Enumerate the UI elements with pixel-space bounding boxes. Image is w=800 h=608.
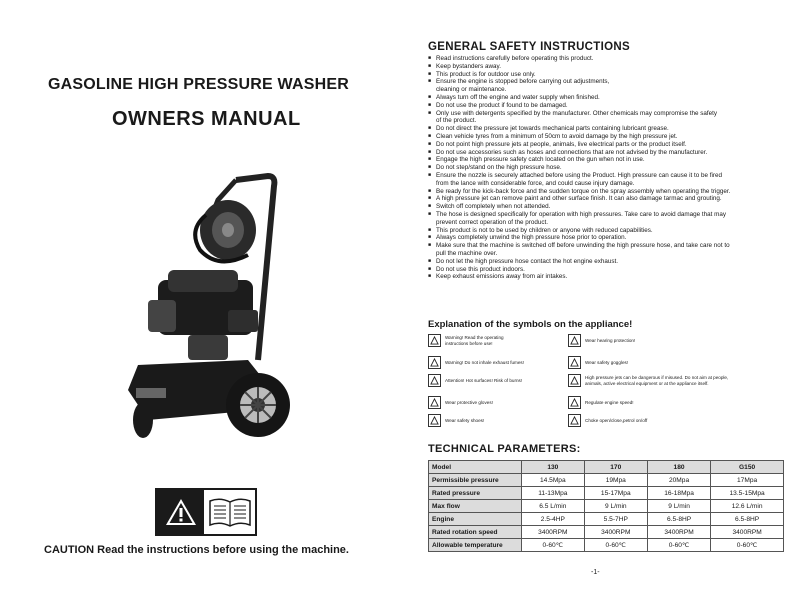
- goggles-icon: [568, 356, 581, 369]
- choke-icon: [568, 414, 581, 427]
- safety-item: ■ Switch off completely when not attended.: [428, 203, 788, 211]
- table-cell: 12.6 L/min: [711, 500, 784, 513]
- table-header-cell: 130: [522, 461, 585, 474]
- symbol-label: Wear safety shoes!: [445, 417, 485, 423]
- table-cell: 6.5 L/min: [522, 500, 585, 513]
- ear-protection-icon: [568, 334, 581, 347]
- table-cell: 3400RPM: [522, 526, 585, 539]
- table-row-label: Engine: [429, 513, 522, 526]
- warning-book-icon: [428, 334, 441, 347]
- tech-params-title: TECHNICAL PARAMETERS:: [428, 443, 581, 455]
- symbol-item: [568, 334, 788, 347]
- safety-item: ■ This product is not to be used by children or anyone with reduced capabilities.: [428, 227, 788, 235]
- table-cell: 6.5-8HP: [647, 513, 710, 526]
- table-cell: 3400RPM: [584, 526, 647, 539]
- symbol-item: [428, 374, 564, 387]
- caution-symbol: [155, 488, 257, 536]
- symbol-item: [568, 374, 788, 387]
- pressure-washer-image: [118, 170, 298, 450]
- table-cell: 9 L/min: [584, 500, 647, 513]
- table-cell: 15-17Mpa: [584, 487, 647, 500]
- safety-shoes-icon: [428, 414, 441, 427]
- table-row: [429, 487, 784, 500]
- symbol-label: Warning! Read the operating instructions before use!: [445, 334, 504, 346]
- table-header-row: [429, 461, 784, 474]
- table-row-label: Allowable temperature: [429, 539, 522, 552]
- safety-item: ■ Make sure that the machine is switched off before unwinding the high pressure hose, and take care not to pull the machine over.: [428, 242, 788, 258]
- gloves-icon: [428, 396, 441, 409]
- safety-item: ■ Do not step/stand on the high pressure hose.: [428, 164, 788, 172]
- safety-item: ■ Ensure the engine is stopped before carrying out adjustments, cleaning or maintenance.: [428, 78, 788, 94]
- symbol-label: Attention! Hot surfaces! Risk of burns!: [445, 377, 523, 383]
- fumes-warning-icon: [428, 356, 441, 369]
- safety-item: ■ The hose is designed specifically for operation with high pressures. Take care to avoid damage that may prevent correct operation of the product.: [428, 211, 788, 227]
- symbol-item: [428, 396, 564, 409]
- safety-item: ■ Do not use the product if found to be damaged.: [428, 102, 788, 110]
- table-cell: 20Mpa: [647, 474, 710, 487]
- table-header-cell: Model: [429, 461, 522, 474]
- table-row-label: Max flow: [429, 500, 522, 513]
- warning-triangle-icon: [157, 490, 204, 534]
- symbols-title: Explanation of the symbols on the appliance!: [428, 319, 633, 330]
- safety-instructions-list: [428, 55, 788, 281]
- symbol-label: Warning! Do not inhale exhaust fumes!: [445, 359, 524, 365]
- symbol-label: Wear hearing protection!: [585, 337, 636, 343]
- table-header-cell: 180: [647, 461, 710, 474]
- symbol-item: [428, 356, 564, 369]
- symbol-item: [568, 396, 788, 409]
- table-header-cell: 170: [584, 461, 647, 474]
- safety-item: ■ Always completely unwind the high pressure hose prior to operation.: [428, 234, 788, 242]
- safety-item: ■ A high pressure jet can remove paint and other surface finish. It can also damage tarmac and grouting.: [428, 195, 788, 203]
- table-cell: 13.5-15Mpa: [711, 487, 784, 500]
- table-cell: 5.5-7HP: [584, 513, 647, 526]
- safety-item: ■ Do not point high pressure jets at people, animals, live electrical parts or the product itself.: [428, 141, 788, 149]
- safety-item: ■ Keep exhaust emissions away from air intakes.: [428, 273, 788, 281]
- table-cell: 19Mpa: [584, 474, 647, 487]
- table-cell: 0-60℃: [647, 539, 710, 552]
- symbol-label: Regulate engine speed!: [585, 399, 634, 405]
- symbol-item: [428, 414, 564, 427]
- table-cell: 3400RPM: [647, 526, 710, 539]
- table-row: [429, 539, 784, 552]
- safety-item: ■ Read instructions carefully before operating this product.: [428, 55, 788, 63]
- table-cell: 9 L/min: [647, 500, 710, 513]
- table-cell: 6.5-8HP: [711, 513, 784, 526]
- symbol-label: Wear safety goggles!: [585, 359, 629, 365]
- table-row-label: Permissible pressure: [429, 474, 522, 487]
- symbol-label: Wear protective gloves!: [445, 399, 493, 405]
- safety-item: ■ Do not use this product indoors.: [428, 266, 788, 274]
- table-cell: 0-60℃: [584, 539, 647, 552]
- caution-text: CAUTION Read the instructions before using the machine.: [44, 544, 349, 556]
- symbol-label: Choke open/close,petrol on/off: [585, 417, 648, 423]
- symbol-item: [568, 356, 788, 369]
- table-row-label: Rated rotation speed: [429, 526, 522, 539]
- safety-item: ■ Always turn off the engine and water supply when finished.: [428, 94, 788, 102]
- table-row-label: Rated pressure: [429, 487, 522, 500]
- safety-item: ■ Clean vehicle tyres from a minimum of 50cm to avoid damage by the high pressure jet.: [428, 133, 788, 141]
- safety-item: ■ Keep bystanders away.: [428, 63, 788, 71]
- symbol-item: [428, 334, 564, 347]
- safety-item: ■ Only use with detergents specified by the manufacturer. Other chemicals may compromise the safety of the product.: [428, 110, 788, 126]
- speed-lever-icon: [568, 396, 581, 409]
- table-cell: 0-60℃: [522, 539, 585, 552]
- product-title: GASOLINE HIGH PRESSURE WASHER: [48, 76, 349, 93]
- symbol-label: High pressure jets can be dangerous if misused. Do not aim at people, animals, active electrical equipment or at the appliance itself.: [585, 374, 729, 386]
- safety-item: ■ Engage the high pressure safety catch located on the gun when not in use.: [428, 156, 788, 164]
- table-cell: 3400RPM: [711, 526, 784, 539]
- table-cell: 11-13Mpa: [522, 487, 585, 500]
- table-cell: 2.5-4HP: [522, 513, 585, 526]
- spray-danger-icon: [568, 374, 581, 387]
- table-row: [429, 526, 784, 539]
- safety-item: ■ This product is for outdoor use only.: [428, 71, 788, 79]
- table-cell: 17Mpa: [711, 474, 784, 487]
- table-row: [429, 513, 784, 526]
- page-number: -1-: [591, 569, 600, 576]
- safety-item: ■ Do not let the high pressure hose contact the hot engine exhaust.: [428, 258, 788, 266]
- hot-surface-icon: [428, 374, 441, 387]
- table-cell: 0-60℃: [711, 539, 784, 552]
- safety-item: ■ Do not direct the pressure jet towards mechanical parts containing lubricant grease.: [428, 125, 788, 133]
- table-cell: 16-18Mpa: [647, 487, 710, 500]
- safety-instructions-title: GENERAL SAFETY INSTRUCTIONS: [428, 41, 630, 53]
- table-row: [429, 474, 784, 487]
- table-cell: 14.5Mpa: [522, 474, 585, 487]
- safety-item: ■ Do not use accessories such as hoses and connections that are not advised by the manufacturer.: [428, 149, 788, 157]
- table-header-cell: G150: [711, 461, 784, 474]
- table-row: [429, 500, 784, 513]
- manual-title: OWNERS MANUAL: [112, 108, 301, 130]
- safety-item: ■ Ensure the nozzle is securely attached before using the Product. High pressure can cause it to be fired from the lance with considerable force, and could cause injury damage.: [428, 172, 788, 188]
- open-book-icon: [204, 490, 255, 534]
- tech-params-table: [428, 460, 784, 552]
- safety-item: ■ Be ready for the kick-back force and the sudden torque on the spray assembly when operating the trigger.: [428, 188, 788, 196]
- symbol-item: [568, 414, 788, 427]
